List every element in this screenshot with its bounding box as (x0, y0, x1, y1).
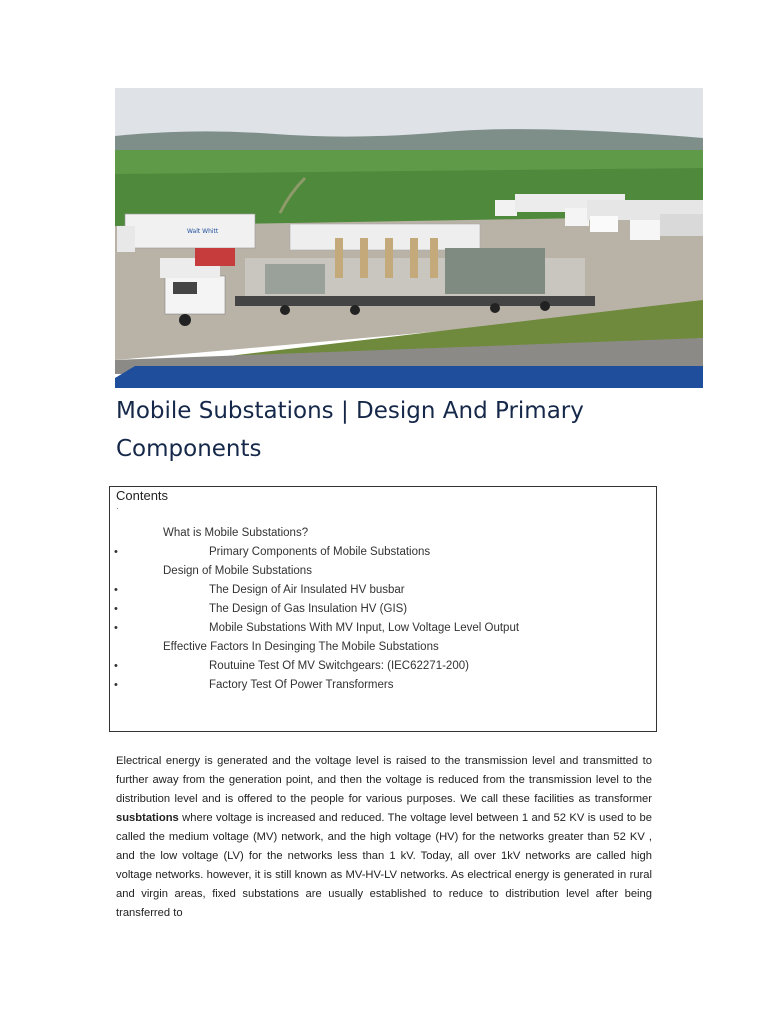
toc-item-text: Factory Test Of Power Transformers (209, 679, 394, 691)
toc-item[interactable] (110, 546, 656, 565)
bullet-icon: • (114, 603, 118, 615)
bullet-icon: • (114, 660, 118, 672)
toc-item[interactable] (110, 527, 656, 546)
body-text-part1: Electrical energy is generated and the voltage level is raised to the transmission level and transmitted to further away from the generation point, and then the voltage is reduced from the transmission level to the distribution level and is offered to the people for various purposes. We call these facilities as transformer (116, 755, 652, 805)
body-text-bold: susbtations (116, 812, 179, 824)
hero-trailer-sign: Walt Whitt (187, 228, 219, 235)
toc-item[interactable] (110, 679, 656, 698)
bullet-icon: • (114, 679, 118, 691)
body-text-part2: where voltage is increased and reduced. The voltage level between 1 and 52 KV is used to be called the medium voltage (MV) network, and the high voltage (HV) for the networks greater than 52 KV , and the low voltage (LV) for the networks less than 1 kV. Today, all over 1kV networks are called high voltage networks. however, it is still known as MV-HV-LV networks. As electrical energy is generated in rural and virgin areas, fixed substations are usually established to reduce to distribution level after being transferred to (116, 812, 652, 919)
toc-item[interactable] (110, 603, 656, 622)
toc-item-text: What is Mobile Substations? (163, 527, 309, 539)
toc-item-text: Mobile Substations With MV Input, Low Voltage Level Output (209, 622, 520, 634)
toc-item-text: Routuine Test Of MV Switchgears: (IEC62271-200) (209, 660, 469, 672)
toc-item[interactable] (110, 565, 656, 584)
toc-item-text: Primary Components of Mobile Substations (209, 546, 431, 558)
toc-item-text: Design of Mobile Substations (163, 565, 312, 577)
table-of-contents (109, 486, 657, 732)
hero-image (115, 88, 703, 388)
toc-heading: Contents (116, 488, 169, 503)
toc-marker: · (116, 504, 119, 513)
toc-item[interactable] (110, 641, 656, 660)
bullet-icon: • (114, 546, 118, 558)
page-title: Mobile Substations | Design And Primary Components (116, 398, 584, 462)
toc-item[interactable] (110, 584, 656, 603)
bullet-icon: • (114, 622, 118, 634)
toc-item-text: The Design of Gas Insulation HV (GIS) (209, 603, 408, 615)
hero-left-trailer (117, 214, 255, 252)
toc-item-text: Effective Factors In Desinging The Mobile Substations (163, 641, 439, 653)
hero-illustration (115, 88, 703, 388)
toc-item[interactable] (110, 622, 656, 641)
toc-item-text: The Design of Air Insulated HV busbar (209, 584, 405, 596)
bullet-icon: • (114, 584, 118, 596)
toc-item[interactable] (110, 660, 656, 679)
body-paragraph (116, 752, 652, 923)
hero-blue-band (115, 366, 703, 388)
